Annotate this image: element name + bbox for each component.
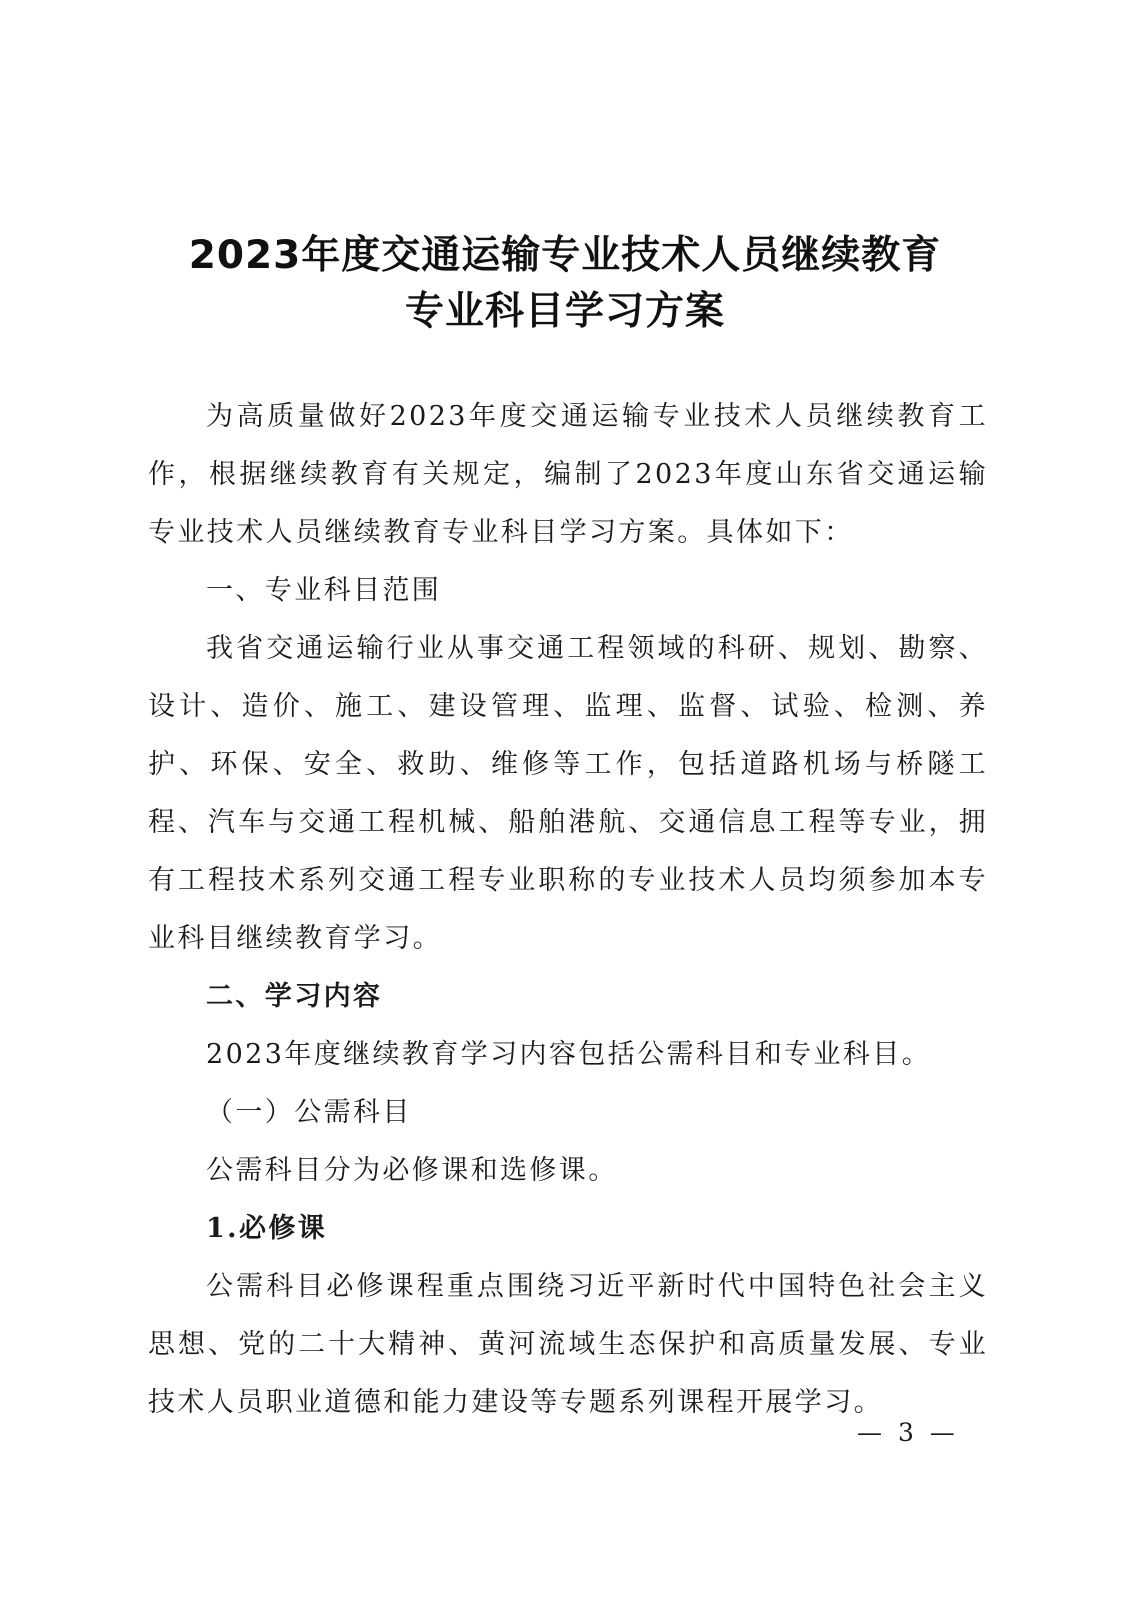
section-heading-content: 二、学习内容 (206, 981, 383, 1012)
content-paragraph: 2023年度继续教育学习内容包括公需科目和专业科目。 (206, 1039, 932, 1070)
intro-paragraph: 为高质量做好2023年度交通运输专业技术人员继续教育工作，根据继续教育有关规定，编制了2023年度山东省交通运输专业技术人员继续教育专业科目学习方案。具体如下： (148, 401, 988, 548)
page-number: — 3 — (857, 1418, 959, 1447)
public-subjects-paragraph: 公需科目分为必修课和选修课。 (206, 1155, 618, 1186)
sub-heading-public-subjects: （一）公需科目 (206, 1097, 412, 1128)
document-title-line-1: 2023年度交通运输专业技术人员继续教育 (188, 233, 942, 278)
scope-paragraph: 我省交通运输行业从事交通工程领域的科研、规划、勘察、设计、造价、施工、建设管理、监理、监督、试验、检测、养护、环保、安全、救助、维修等工作，包括道路机场与桥隧工程、汽车与交通工程机械、船舶港航、交通信息工程等专业，拥有工程技术系列交通工程专业职称的专业技术人员均须参加本专业科目继续教育学习。 (148, 633, 988, 954)
required-course-paragraph: 公需科目必修课程重点围绕习近平新时代中国特色社会主义思想、党的二十大精神、黄河流域生态保护和高质量发展、专业技术人员职业道德和能力建设等专题系列课程开展学习。 (148, 1271, 988, 1418)
document-title-line-2: 专业科目学习方案 (404, 289, 725, 334)
document-body (148, 388, 988, 1432)
item-heading-required: 1.必修课 (206, 1213, 328, 1244)
section-heading-scope: 一、专业科目范围 (206, 575, 442, 606)
